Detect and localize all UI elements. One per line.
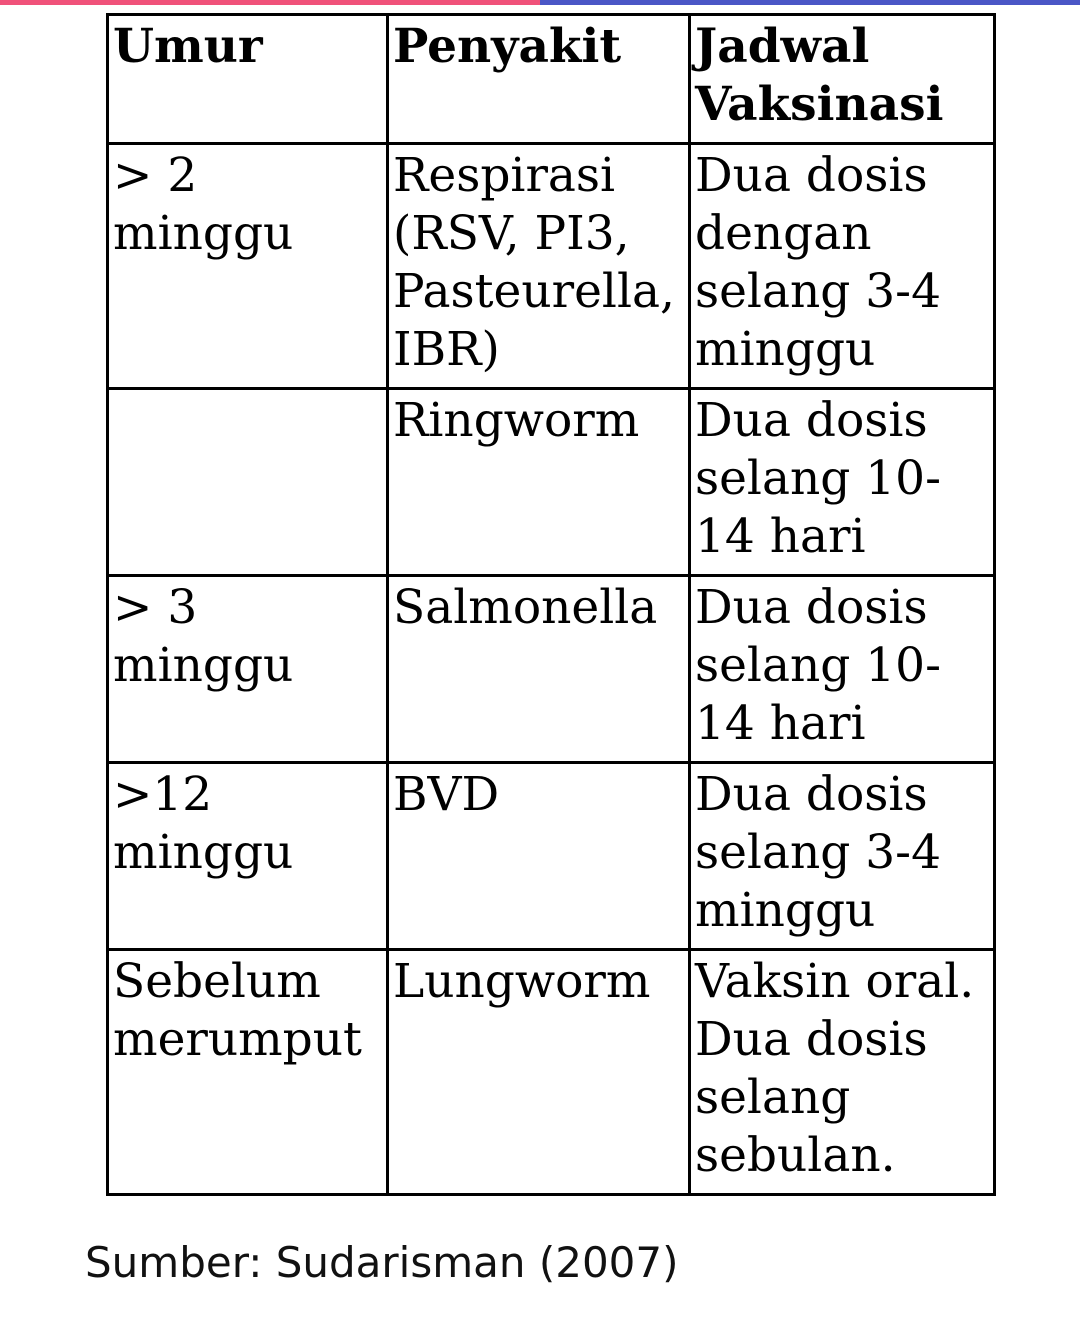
cell-jadwal: Vaksin oral. Dua dosis selang sebulan. bbox=[690, 950, 995, 1195]
cell-penyakit: Salmonella bbox=[388, 576, 690, 763]
header-umur: Umur bbox=[108, 15, 388, 144]
cell-penyakit: BVD bbox=[388, 763, 690, 950]
cell-umur: >12 minggu bbox=[108, 763, 388, 950]
top-accent-bar-right bbox=[540, 0, 1080, 5]
top-accent-bar-left bbox=[0, 0, 540, 5]
table-row bbox=[108, 389, 995, 576]
cell-umur: > 3 minggu bbox=[108, 576, 388, 763]
cell-jadwal: Dua dosis selang 10- 14 hari bbox=[690, 576, 995, 763]
cell-jadwal: Dua dosis dengan selang 3-4 minggu bbox=[690, 144, 995, 389]
cell-umur: Sebelum merumput bbox=[108, 950, 388, 1195]
cell-penyakit: Lungworm bbox=[388, 950, 690, 1195]
cell-penyakit: Respirasi (RSV, PI3, Pasteurella, IBR) bbox=[388, 144, 690, 389]
header-jadwal-vaksinasi: Jadwal Vaksinasi bbox=[690, 15, 995, 144]
cell-jadwal: Dua dosis selang 10- 14 hari bbox=[690, 389, 995, 576]
table-row bbox=[108, 576, 995, 763]
table-row bbox=[108, 763, 995, 950]
source-citation: Sumber: Sudarisman (2007) bbox=[85, 1238, 679, 1287]
cell-jadwal: Dua dosis selang 3-4 minggu bbox=[690, 763, 995, 950]
vaccination-schedule-table bbox=[106, 13, 996, 1196]
table-header-row bbox=[108, 15, 995, 144]
table-row bbox=[108, 950, 995, 1195]
cell-penyakit: Ringworm bbox=[388, 389, 690, 576]
cell-umur: > 2 minggu bbox=[108, 144, 388, 389]
header-penyakit: Penyakit bbox=[388, 15, 690, 144]
cell-umur bbox=[108, 389, 388, 576]
table-row bbox=[108, 144, 995, 389]
top-accent-bar bbox=[0, 0, 1080, 5]
